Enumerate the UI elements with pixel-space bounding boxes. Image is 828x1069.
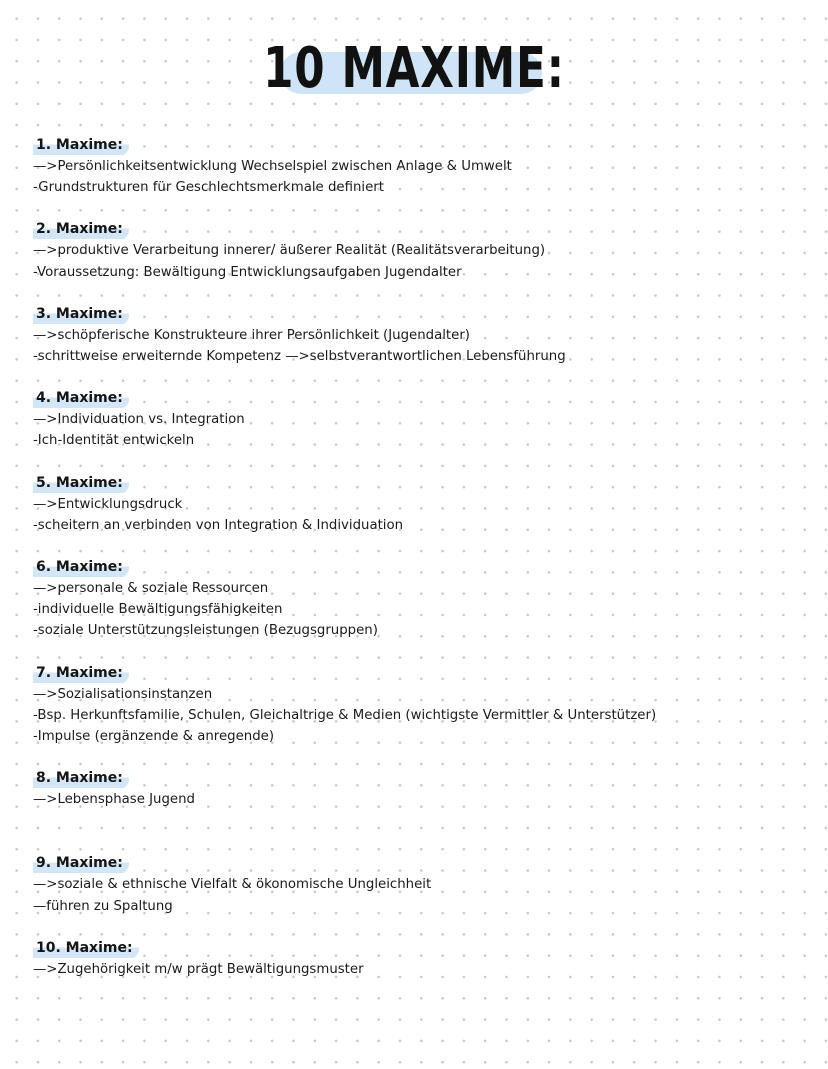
maxime-section-5 xyxy=(33,472,813,536)
note-line: -Ich-Identität entwickeln xyxy=(33,433,195,449)
note-line: —>Individuation vs. Integration xyxy=(33,412,245,428)
maxime-heading: 1. Maxime: xyxy=(33,135,129,156)
note-line: -Grundstrukturen für Geschlechtsmerkmale definiert xyxy=(33,180,384,196)
note-line: —>soziale & ethnische Vielfalt & ökonomische Ungleichheit xyxy=(33,877,432,893)
maxime-section-7 xyxy=(33,662,813,748)
note-line: -soziale Unterstützungsleistungen (Bezugsgruppen) xyxy=(33,623,378,639)
maxime-heading: 5. Maxime: xyxy=(33,473,129,494)
note-line: -schrittweise erweiternde Kompetenz —>selbstverantwortlichen Lebensführung xyxy=(33,349,566,365)
note-line: —führen zu Spaltung xyxy=(33,898,173,914)
maxime-section-4 xyxy=(33,387,813,451)
maxime-heading: 7. Maxime: xyxy=(33,663,129,684)
note-line: —>schöpferische Konstrukteure ihrer Persönlichkeit (Jugendalter) xyxy=(33,327,470,343)
maxime-section-2 xyxy=(33,218,813,282)
maxime-section-8 xyxy=(33,767,813,810)
maxime-section-9 xyxy=(33,852,813,916)
note-line: —>Persönlichkeitsentwicklung Wechselspiel zwischen Anlage & Umwelt xyxy=(33,159,512,174)
maxime-section-1 xyxy=(33,134,813,198)
note-line: -individuelle Bewältigungsfähigkeiten xyxy=(33,602,283,618)
maxime-section-3 xyxy=(33,303,813,367)
note-line: -scheitern an verbinden von Integration & Individuation xyxy=(33,517,404,533)
note-line: —>Entwicklungsdruck xyxy=(33,496,183,512)
maxime-section-6 xyxy=(33,556,813,642)
maxime-heading: 4. Maxime: xyxy=(33,388,129,409)
maxime-heading: 6. Maxime: xyxy=(33,557,129,578)
note-line: —>personale & soziale Ressourcen xyxy=(33,581,269,597)
maxime-heading: 10. Maxime: xyxy=(33,938,139,959)
note-line: -Voraussetzung: Bewältigung Entwicklungsaufgaben Jugendalter xyxy=(33,264,462,280)
title-area xyxy=(0,30,828,110)
maxime-section-10 xyxy=(33,937,813,980)
page-title: 10 MAXIME: xyxy=(263,36,565,101)
note-line: —>produktive Verarbeitung innerer/ äußerer Realität (Realitätsverarbeitung) xyxy=(33,243,546,259)
maxime-heading: 8. Maxime: xyxy=(33,768,129,789)
note-line: -Bsp. Herkunftsfamilie, Schulen, Gleichaltrige & Medien (wichtigste Vermittler & Unterstützer) xyxy=(33,707,657,723)
note-line: -Impulse (ergänzende & anregende) xyxy=(33,729,275,745)
note-line: —>Zugehörigkeit m/w prägt Bewältigungsmuster xyxy=(33,961,364,977)
note-line: —>Lebensphase Jugend xyxy=(33,792,195,808)
maxime-heading: 3. Maxime: xyxy=(33,304,129,325)
maxime-heading: 2. Maxime: xyxy=(33,219,129,240)
notes-content xyxy=(33,130,813,980)
note-line: —>Sozialisationsinstanzen xyxy=(33,686,213,702)
maxime-heading: 9. Maxime: xyxy=(33,853,129,874)
